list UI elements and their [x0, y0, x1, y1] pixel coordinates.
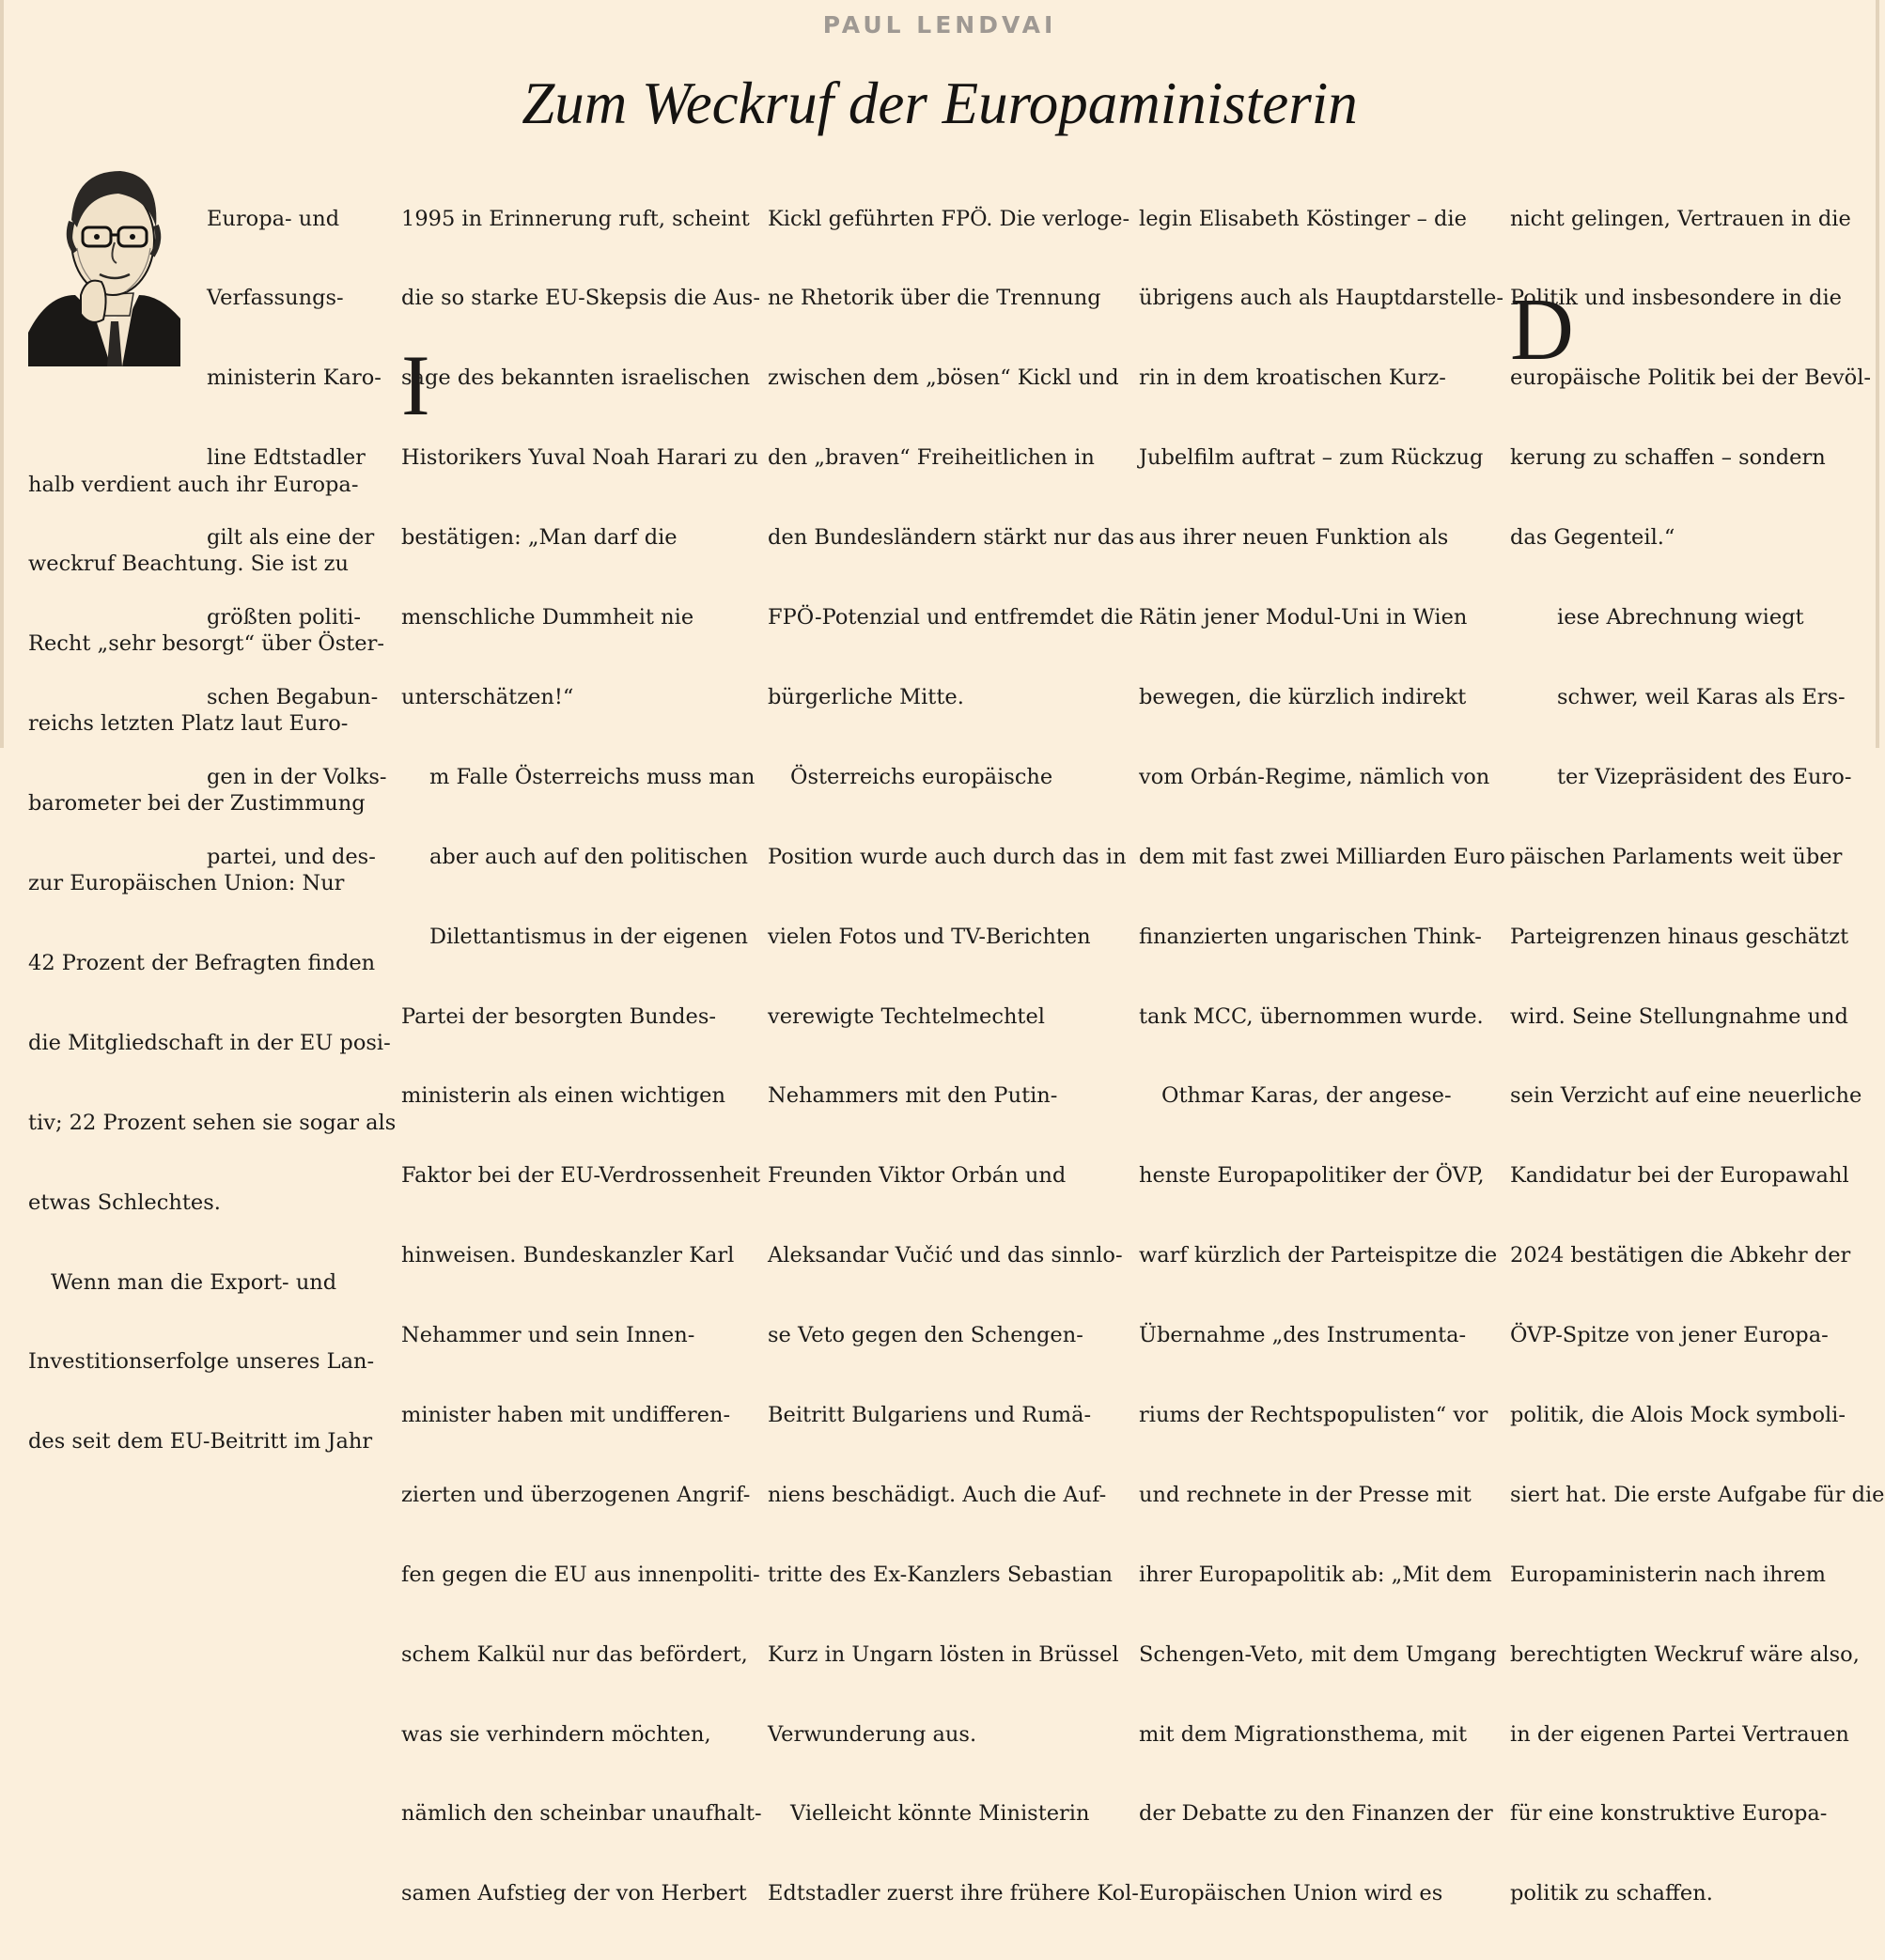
- text-line: finanzierten ungarischen Think-: [1139, 924, 1482, 949]
- text-line: Verfassungs-: [207, 286, 344, 311]
- text-line: rin in dem kroatischen Kurz-: [1139, 366, 1446, 391]
- text-line: für eine konstruktive Europa-: [1510, 1801, 1828, 1827]
- text-line: nämlich den scheinbar unaufhalt-: [401, 1801, 762, 1827]
- author-portrait: [28, 154, 180, 366]
- text-line: Edtstadler zuerst ihre frühere Kol-: [768, 1881, 1139, 1906]
- text-line: minister haben mit undifferen-: [401, 1402, 731, 1427]
- text-line: 1995 in Erinnerung ruft, scheint: [401, 206, 750, 231]
- text-line: vom Orbán-Regime, nämlich von: [1139, 764, 1490, 789]
- column-3-text: [768, 152, 1139, 1906]
- text-line: ministerin als einen wichtigen: [401, 1083, 725, 1109]
- text-line: übrigens auch als Hauptdarstelle-: [1139, 286, 1503, 311]
- text-line: Nehammers mit den Putin-: [768, 1083, 1058, 1109]
- text-line: ministerin Karo-: [207, 366, 382, 391]
- text-line: in der eigenen Partei Vertrauen: [1510, 1721, 1849, 1747]
- text-line: gilt als eine der: [207, 525, 375, 551]
- text-line: päischen Parlaments weit über: [1510, 844, 1843, 869]
- text-line: menschliche Dummheit nie: [401, 605, 694, 630]
- text-line: siert hat. Die erste Aufgabe für die: [1510, 1482, 1885, 1507]
- text-line: ter Vizepräsident des Euro-: [1557, 764, 1852, 789]
- text-line: Verwunderung aus.: [768, 1721, 977, 1747]
- text-line: schen Begabun-: [207, 684, 379, 709]
- text-line: unterschätzen!“: [401, 684, 574, 709]
- text-line: Dilettantismus in der eigenen: [429, 924, 749, 949]
- text-line: nicht gelingen, Vertrauen in die: [1510, 206, 1851, 231]
- text-line: aus ihrer neuen Funktion als: [1139, 525, 1449, 551]
- text-line: größten politi-: [207, 605, 361, 630]
- text-line: iese Abrechnung wiegt: [1557, 605, 1804, 630]
- text-line: Freunden Viktor Orbán und: [768, 1163, 1067, 1189]
- text-line: Übernahme „des Instrumenta-: [1139, 1323, 1467, 1348]
- text-line: barometer bei der Zustimmung: [28, 791, 366, 817]
- text-line: ihrer Europapolitik ab: „Mit dem: [1139, 1562, 1492, 1587]
- text-line: verewigte Techtelmechtel: [768, 1003, 1045, 1029]
- text-line: sage des bekannten israelischen: [401, 366, 751, 391]
- text-line: und rechnete in der Presse mit: [1139, 1482, 1472, 1507]
- text-line: Kurz in Ungarn lösten in Brüssel: [768, 1641, 1119, 1667]
- text-line: Politik und insbesondere in die: [1510, 286, 1842, 311]
- text-line: mit dem Migrationsthema, mit: [1139, 1721, 1468, 1747]
- headline: Zum Weckruf der Europaministerin: [522, 70, 1358, 136]
- text-line: ÖVP-Spitze von jener Europa-: [1510, 1323, 1829, 1348]
- text-line: bürgerliche Mitte.: [768, 684, 964, 709]
- text-line: kerung zu schaffen – sondern: [1510, 445, 1826, 471]
- text-line: die Mitgliedschaft in der EU posi-: [28, 1030, 391, 1055]
- text-line: Wenn man die Export- und: [51, 1269, 337, 1295]
- text-line: bestätigen: „Man darf die: [401, 525, 678, 551]
- text-line: Beitritt Bulgariens und Rumä-: [768, 1402, 1092, 1427]
- text-line: Partei der besorgten Bundes-: [401, 1003, 716, 1029]
- text-line: der Debatte zu den Finanzen der: [1139, 1801, 1493, 1827]
- drop-cap-i: I: [401, 337, 430, 433]
- text-line: Europäischen Union wird es: [1139, 1881, 1443, 1906]
- text-line: den Bundesländern stärkt nur das: [768, 525, 1135, 551]
- text-line: hinweisen. Bundeskanzler Karl: [401, 1243, 735, 1268]
- text-line: die so starke EU-Skepsis die Aus-: [401, 286, 760, 311]
- text-line: etwas Schlechtes.: [28, 1190, 221, 1215]
- text-line: fen gegen die EU aus innenpoliti-: [401, 1562, 760, 1587]
- text-line: weckruf Beachtung. Sie ist zu: [28, 552, 349, 577]
- text-line: Parteigrenzen hinaus geschätzt: [1510, 924, 1849, 949]
- text-line: zierten und überzogenen Angrif-: [401, 1482, 751, 1507]
- text-line: Schengen-Veto, mit dem Umgang: [1139, 1641, 1497, 1667]
- text-line: den „braven“ Freiheitlichen in: [768, 445, 1095, 471]
- text-line: Faktor bei der EU-Verdrossenheit: [401, 1163, 761, 1189]
- text-line: reichs letzten Platz laut Euro-: [28, 711, 349, 737]
- text-line: politik zu schaffen.: [1510, 1881, 1713, 1906]
- text-line: riums der Rechtspopulisten“ vor: [1139, 1402, 1488, 1427]
- column-4-text: [1139, 152, 1505, 1906]
- text-line: m Falle Österreichs muss man: [429, 764, 756, 789]
- author-name: PAUL LENDVAI: [822, 11, 1057, 39]
- text-line: Rätin jener Modul-Uni in Wien: [1139, 605, 1468, 630]
- text-line: gen in der Volks-: [207, 764, 387, 789]
- text-line: se Veto gegen den Schengen-: [768, 1323, 1083, 1348]
- text-line: politik, die Alois Mock symboli-: [1510, 1402, 1846, 1427]
- text-line: ne Rhetorik über die Trennung: [768, 286, 1101, 311]
- text-line: niens beschädigt. Auch die Auf-: [768, 1482, 1107, 1507]
- text-line: line Edtstadler: [207, 445, 366, 471]
- text-line: des seit dem EU-Beitritt im Jahr: [28, 1429, 373, 1454]
- text-line: henste Europapolitiker der ÖVP,: [1139, 1163, 1485, 1189]
- text-line: zwischen dem „bösen“ Kickl und: [768, 366, 1119, 391]
- text-line: Vielleicht könnte Ministerin: [790, 1801, 1090, 1827]
- text-line: tank MCC, übernommen wurde.: [1139, 1003, 1484, 1029]
- text-line: Kandidatur bei der Europawahl: [1510, 1163, 1849, 1189]
- text-line: tritte des Ex-Kanzlers Sebastian: [768, 1562, 1114, 1587]
- text-line: Europaministerin nach ihrem: [1510, 1562, 1826, 1587]
- drop-cap-d: D: [1510, 281, 1574, 379]
- text-line: Europa- und: [207, 206, 340, 231]
- text-line: das Gegenteil.“: [1510, 525, 1675, 551]
- text-line: dem mit fast zwei Milliarden Euro: [1139, 844, 1505, 869]
- text-line: bewegen, die kürzlich indirekt: [1139, 684, 1467, 709]
- text-line: sein Verzicht auf eine neuerliche: [1510, 1083, 1862, 1109]
- text-line: Recht „sehr besorgt“ über Öster-: [28, 631, 384, 657]
- column-1-text: [28, 418, 397, 1454]
- text-line: Kickl geführten FPÖ. Die verloge-: [768, 206, 1130, 231]
- text-line: Aleksandar Vučić und das sinnlo-: [768, 1243, 1123, 1268]
- text-line: Investitionserfolge unseres Lan-: [28, 1349, 375, 1375]
- column-2-text: [401, 152, 762, 1906]
- column-5-text: [1510, 152, 1885, 1906]
- text-line: Jubelfilm auftrat – zum Rückzug: [1139, 445, 1484, 471]
- text-line: Othmar Karas, der angese-: [1161, 1083, 1452, 1109]
- text-line: partei, und des-: [207, 844, 376, 869]
- text-line: aber auch auf den politischen: [429, 844, 748, 869]
- text-line: schwer, weil Karas als Ers-: [1557, 684, 1846, 709]
- text-line: europäische Politik bei der Bevöl-: [1510, 366, 1872, 391]
- text-line: vielen Fotos und TV-Berichten: [768, 924, 1091, 949]
- text-line: schem Kalkül nur das befördert,: [401, 1641, 748, 1667]
- text-line: wird. Seine Stellungnahme und: [1510, 1003, 1848, 1029]
- text-line: samen Aufstieg der von Herbert: [401, 1881, 747, 1906]
- text-line: tiv; 22 Prozent sehen sie sogar als: [28, 1110, 397, 1135]
- text-line: berechtigten Weckruf wäre also,: [1510, 1641, 1860, 1667]
- text-line: Österreichs europäische: [790, 764, 1053, 789]
- text-line: 42 Prozent der Befragten finden: [28, 950, 376, 975]
- text-line: was sie verhindern möchten,: [401, 1721, 711, 1747]
- text-line: Position wurde auch durch das in: [768, 844, 1127, 869]
- text-line: legin Elisabeth Köstinger – die: [1139, 206, 1467, 231]
- text-line: 2024 bestätigen die Abkehr der: [1510, 1243, 1851, 1268]
- text-line: FPÖ-Potenzial und entfremdet die: [768, 605, 1134, 630]
- text-line: halb verdient auch ihr Europa-: [28, 472, 359, 497]
- text-line: warf kürzlich der Parteispitze die: [1139, 1243, 1498, 1268]
- text-line: Nehammer und sein Innen-: [401, 1323, 695, 1348]
- text-line: zur Europäischen Union: Nur: [28, 871, 345, 896]
- text-line: Historikers Yuval Noah Harari zu: [401, 445, 759, 471]
